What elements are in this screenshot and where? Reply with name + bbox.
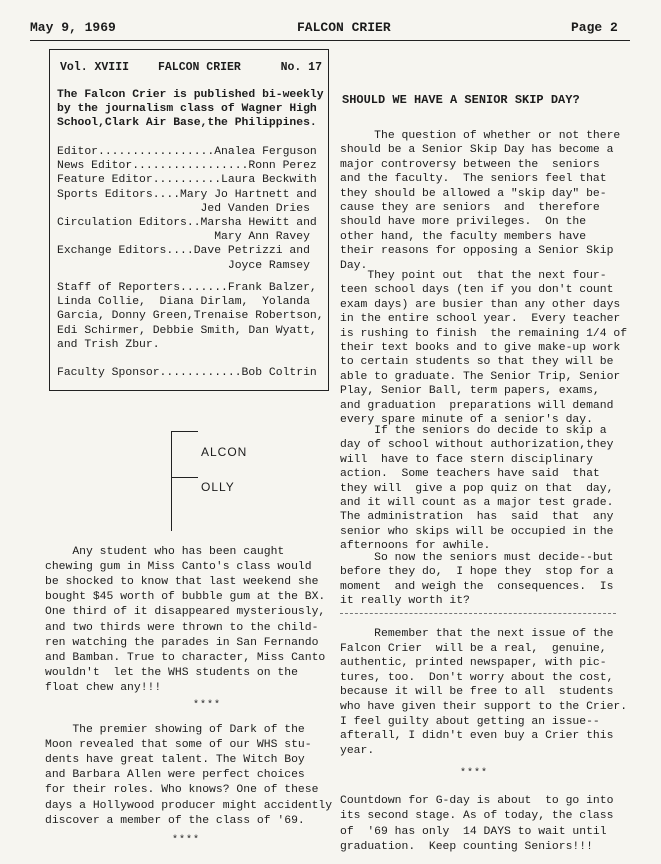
masthead-number: No. 17 bbox=[280, 61, 322, 74]
text-line: One third of it disappeared mysteriously, bbox=[45, 606, 326, 619]
text-line: authentic, printed newspaper, with pic- bbox=[340, 657, 607, 670]
logo-line-2: OLLY bbox=[201, 480, 235, 494]
text-line: afterall, I didn't even buy a Crier this bbox=[340, 730, 614, 743]
text-line: moment and weigh the consequences. Is bbox=[340, 580, 614, 593]
text-line: Any student who has been caught bbox=[45, 546, 285, 558]
text-line: action. Some teachers have said that bbox=[340, 468, 600, 481]
header-date: May 9, 1969 bbox=[30, 20, 116, 35]
text-line: Jed Vanden Dries bbox=[57, 202, 310, 215]
text-line: their text books and to give make-up work bbox=[340, 342, 621, 354]
text-line: They point out that the next four- bbox=[340, 270, 607, 282]
masthead-title: FALCON CRIER bbox=[158, 61, 241, 74]
senior-skip-headline: SHOULD WE HAVE A SENIOR SKIP DAY? bbox=[342, 93, 580, 107]
text-line: I feel guilty about getting an issue-- bbox=[340, 715, 600, 728]
text-line: able to graduate. The Senior Trip, Senior bbox=[340, 370, 621, 383]
text-line: its second stage. As of today, the class bbox=[340, 810, 614, 823]
divider-1 bbox=[340, 613, 616, 614]
text-line: every spare minute of a senior's day. bbox=[340, 414, 593, 426]
text-line: Play, Senior Ball, term papers, exams, bbox=[340, 385, 600, 398]
text-line: in the entire school year. Every teacher bbox=[340, 313, 621, 326]
text-line: Moon revealed that some of our WHS stu- bbox=[45, 739, 312, 752]
text-line: graduation. Keep counting Seniors!!! bbox=[340, 840, 593, 853]
text-line: and two thirds were thrown to the child- bbox=[45, 621, 319, 634]
header-rule bbox=[30, 40, 630, 41]
text-line: day of school without authorization,they bbox=[340, 439, 614, 452]
text-line: year. bbox=[340, 744, 375, 757]
text-line: major controversy between the seniors bbox=[340, 158, 600, 171]
text-line: because it will be free to all students bbox=[340, 686, 614, 699]
text-line: Remember that the next issue of the bbox=[340, 628, 614, 640]
text-line: School,Clark Air Base,the Philippines. bbox=[57, 117, 317, 130]
text-line: they will give a pop quiz on that day, bbox=[340, 482, 614, 495]
text-line: Editor.................Analea Ferguson bbox=[57, 146, 317, 158]
text-line: and it will count as a major test grade. bbox=[340, 497, 614, 509]
masthead-volume: Vol. XVIII bbox=[60, 61, 130, 74]
text-line: Falcon Crier will be a real, genuine, bbox=[340, 642, 607, 655]
text-line: discover a member of the class of '69. bbox=[45, 814, 305, 827]
header-page-number: Page 2 bbox=[571, 20, 618, 35]
text-line: The Falcon Crier is published bi-weekly bbox=[57, 89, 324, 101]
separator-stars-3: **** bbox=[460, 768, 489, 779]
text-line: ren watching the parades in San Fernando bbox=[45, 636, 319, 649]
text-line: it really worth it? bbox=[340, 595, 470, 608]
text-line: teen school days (ten if you don't count bbox=[340, 284, 614, 297]
text-line: should be a Senior Skip Day has become a bbox=[340, 144, 614, 157]
header-paper-name: FALCON CRIER bbox=[297, 20, 391, 35]
text-line: afternoons for awhile. bbox=[340, 540, 491, 553]
text-line: Linda Collie, Diana Dirlam, Yolanda bbox=[57, 296, 310, 309]
text-line: will have to face stern disciplinary bbox=[340, 453, 593, 466]
text-line: and Barbara Allen were perfect choices bbox=[45, 769, 305, 782]
text-line: of '69 has only 14 DAYS to wait until bbox=[340, 825, 607, 838]
logo-line-1: ALCON bbox=[201, 445, 248, 459]
text-line: Exchange Editors....Dave Petrizzi and bbox=[57, 245, 310, 258]
text-line: and Bamban. True to character, Miss Canto bbox=[45, 651, 326, 664]
text-line: should have more privileges. On the bbox=[340, 216, 587, 229]
text-line: So now the seniors must decide--but bbox=[340, 552, 614, 564]
text-line: float chew any!!! bbox=[45, 681, 162, 694]
text-line: for their roles. Who knows? One of these bbox=[45, 784, 319, 797]
text-line: their reasons for opposing a Senior Skip bbox=[340, 245, 614, 258]
text-line: Sports Editors....Mary Jo Hartnett and bbox=[57, 188, 317, 201]
text-line: Edi Schirmer, Debbie Smith, Dan Wyatt, bbox=[57, 324, 317, 337]
text-line: cause they are seniors and therefore bbox=[340, 202, 600, 214]
text-line: they should be allowed a "skip day" be- bbox=[340, 187, 607, 200]
text-line: chewing gum in Miss Canto's class would bbox=[45, 561, 312, 574]
text-line: senior who skips will be occupied in the bbox=[340, 525, 614, 538]
text-line: other hand, the faculty members have bbox=[340, 230, 587, 243]
text-line: Staff of Reporters.......Frank Balzer, bbox=[57, 282, 317, 294]
text-line: be shocked to know that last weekend she bbox=[45, 576, 319, 589]
text-line: and graduation preparations will demand bbox=[340, 399, 614, 412]
text-line: wouldn't let the WHS students on the bbox=[45, 666, 298, 679]
text-line: is rushing to finish the remaining 1/4 of bbox=[340, 327, 628, 340]
text-line: and the faculty. The seniors feel that bbox=[340, 173, 607, 186]
text-line: by the journalism class of Wagner High bbox=[57, 103, 317, 116]
text-line: The premier showing of Dark of the bbox=[45, 724, 305, 736]
separator-stars-2: **** bbox=[172, 835, 201, 846]
text-line: Day. bbox=[340, 259, 368, 272]
text-line: before they do, I hope they stop for a bbox=[340, 566, 614, 579]
text-line: days a Hollywood producer might accidently bbox=[45, 799, 333, 812]
text-line: Circulation Editors..Marsha Hewitt and bbox=[57, 217, 317, 229]
text-line: bought $45 worth of bubble gum at the BX. bbox=[45, 591, 326, 604]
text-line: If the seniors do decide to skip a bbox=[340, 425, 607, 437]
separator-stars-1: **** bbox=[193, 700, 222, 711]
text-line: Joyce Ramsey bbox=[57, 259, 310, 272]
text-line: Garcia, Donny Green,Trenaise Robertson, bbox=[57, 310, 324, 323]
text-line: to certain students so that they will be bbox=[340, 356, 614, 369]
text-line: exam days) are busier than any other days bbox=[340, 298, 621, 311]
text-line: Feature Editor..........Laura Beckwith bbox=[57, 174, 317, 187]
text-line: Mary Ann Ravey bbox=[57, 231, 310, 244]
text-line: tures, too. Don't worry about the cost, bbox=[340, 671, 614, 684]
masthead-sponsor: Faculty Sponsor............Bob Coltrin bbox=[57, 367, 317, 379]
text-line: Countdown for G-day is about to go into bbox=[340, 795, 614, 807]
text-line: The question of whether or not there bbox=[340, 130, 621, 142]
text-line: and Trish Zbur. bbox=[57, 338, 160, 351]
text-line: who have given their support to the Crier. bbox=[340, 701, 628, 713]
text-line: The administration has said that any bbox=[340, 511, 614, 524]
text-line: News Editor.................Ronn Perez bbox=[57, 160, 317, 173]
text-line: dents have great talent. The Witch Boy bbox=[45, 754, 305, 767]
